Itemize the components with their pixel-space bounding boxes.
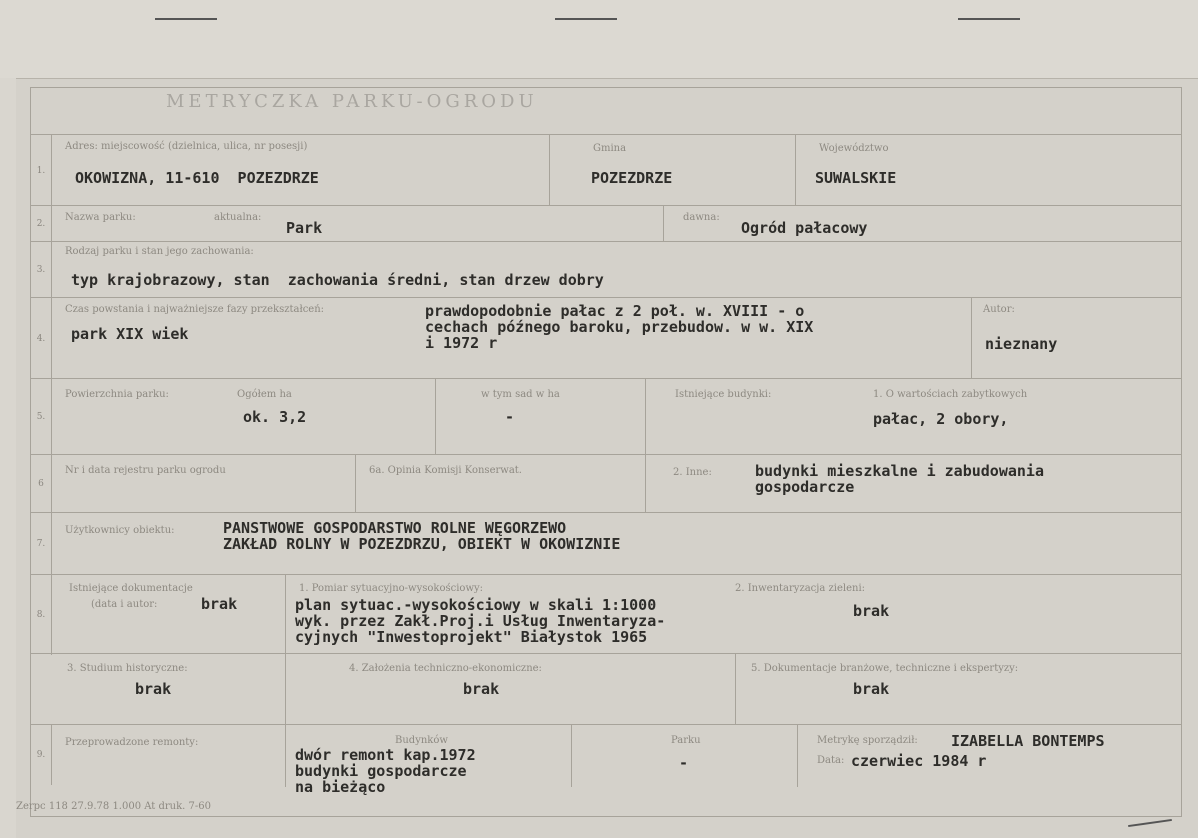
buildings-renovation-value: dwór remont kap.1972 budynki gospodarcze na bieżąco	[295, 746, 476, 796]
row-number: 8.	[31, 575, 52, 655]
current-name-value: Park	[286, 219, 323, 237]
print-footer: Zerpc 118 27.9.78 1.000 At druk. 7-60	[16, 801, 211, 812]
prepared-by-value: IZABELLA BONTEMPS	[951, 732, 1105, 750]
edge-mark	[555, 18, 617, 20]
divider	[285, 575, 286, 653]
park-renovation-value: -	[679, 754, 689, 772]
divider	[355, 455, 356, 513]
divider	[549, 135, 550, 206]
historic-buildings-value: pałac, 2 obory,	[873, 410, 1009, 428]
branch-documentation-label: 5. Dokumentacje branżowe, techniczne i ekspertyzy:	[751, 663, 1019, 674]
survey-label: 1. Pomiar sytuacyjno-wysokościowy:	[299, 583, 484, 594]
divider	[645, 379, 646, 455]
row-park-type	[31, 241, 1181, 298]
row-number: 5.	[31, 379, 52, 455]
row-number: 2.	[31, 206, 52, 242]
row-register	[31, 454, 1181, 513]
date-value: czerwiec 1984 r	[851, 752, 987, 770]
card-title: METRYCZKA PARKU-OGRODU	[166, 91, 538, 112]
conservator-opinion-label: 6a. Opinia Komisji Konserwat.	[369, 465, 522, 476]
orchard-area-label: w tym sad w ha	[481, 389, 560, 400]
origin-value: park XIX wiek	[71, 325, 189, 343]
sub-divider	[31, 653, 1181, 654]
divider	[971, 298, 972, 379]
row-area	[31, 378, 1181, 455]
divider	[663, 206, 664, 242]
park-type-value: typ krajobrazowy, stan zachowania średni, stan drzew dobry	[71, 271, 604, 289]
park-name-label: Nazwa parku:	[65, 212, 136, 223]
historical-study-label: 3. Studium historyczne:	[67, 663, 188, 674]
voivodeship-label: Województwo	[819, 143, 889, 154]
row-users	[31, 512, 1181, 575]
current-name-label: aktualna:	[214, 212, 262, 223]
other-buildings-label: 2. Inne:	[673, 467, 712, 478]
row-number: 4.	[31, 298, 52, 379]
address-value: OKOWIZNA, 11-610 POZEZDRZE	[75, 169, 319, 187]
gmina-label: Gmina	[593, 143, 627, 154]
orchard-area-value: -	[505, 408, 515, 426]
park-type-label: Rodzaj parku i stan jego zachowania:	[65, 246, 254, 257]
divider	[797, 725, 798, 787]
gmina-value: POZEZDRZE	[591, 169, 673, 187]
record-card	[16, 78, 1198, 838]
date-label: Data:	[817, 755, 845, 766]
total-area-value: ok. 3,2	[243, 408, 307, 426]
row-number: 1.	[31, 135, 52, 206]
greenery-inventory-value: brak	[853, 602, 890, 620]
paper-top	[0, 0, 1198, 78]
former-name-value: Ogród pałacowy	[741, 219, 868, 237]
survey-value: plan sytuac.-wysokościowy w skali 1:1000 wyk. przez Zakł.Proj.i Usług Inwentaryza- cyjnych "Inwestoprojekt" Białystok 1965	[295, 596, 666, 646]
total-area-label: Ogółem ha	[237, 389, 292, 400]
building-history-value: prawdopodobnie pałac z 2 poł. w. XVIII - o cechach późnego baroku, przebudow. w w. XIX i 1972 r	[425, 302, 814, 352]
prepared-by-label: Metrykę sporządził:	[817, 735, 918, 746]
park-renovation-label: Parku	[671, 735, 701, 746]
edge-mark	[958, 18, 1020, 20]
documentation-label: Istniejące dokumentacje	[69, 583, 193, 594]
origin-label: Czas powstania i najważniejsze fazy przekształceń:	[65, 304, 325, 315]
area-label: Powierzchnia parku:	[65, 389, 169, 400]
renovations-label: Przeprowadzone remonty:	[65, 737, 199, 748]
edge-mark	[155, 18, 217, 20]
row-number: 7.	[31, 513, 52, 575]
users-value: PANSTWOWE GOSPODARSTWO ROLNE WĘGORZEWO ZAKŁAD ROLNY W POZEZDRZU, OBIEKT W OKOWIZNIE	[223, 519, 621, 553]
row-number: 3.	[31, 242, 52, 298]
register-label: Nr i data rejestru parku ogrodu	[65, 465, 226, 476]
branch-documentation-value: brak	[853, 680, 890, 698]
row-origin	[31, 297, 1181, 379]
technical-assumptions-label: 4. Założenia techniczno-ekonomiczne:	[349, 663, 542, 674]
former-name-label: dawna:	[683, 212, 720, 223]
historical-study-value: brak	[135, 680, 172, 698]
technical-assumptions-value: brak	[463, 680, 500, 698]
row-park-name	[31, 205, 1181, 242]
author-value: nieznany	[985, 335, 1058, 353]
divider	[571, 725, 572, 787]
other-buildings-value: budynki mieszkalne i zabudowania gospodarcze	[755, 462, 1044, 496]
divider	[735, 653, 736, 725]
documentation-value: brak	[201, 595, 238, 613]
divider	[645, 455, 646, 513]
author-label: Autor:	[983, 304, 1015, 315]
voivodeship-value: SUWALSKIE	[815, 169, 897, 187]
buildings-label: Istniejące budynki:	[675, 389, 772, 400]
users-label: Użytkownicy obiektu:	[65, 525, 175, 536]
row-address	[31, 134, 1181, 206]
greenery-inventory-label: 2. Inwentaryzacja zieleni:	[735, 583, 866, 594]
divider	[435, 379, 436, 455]
form-frame	[30, 87, 1182, 817]
historic-buildings-label: 1. O wartościach zabytkowych	[873, 389, 1028, 400]
date-author-label: (data i autor:	[91, 599, 158, 610]
row-documentation	[31, 574, 1181, 725]
row-number: 6	[31, 455, 52, 513]
buildings-renovation-label: Budynków	[395, 735, 448, 746]
row-number: 9.	[31, 725, 52, 785]
divider	[285, 725, 286, 787]
divider	[795, 135, 796, 206]
divider	[285, 653, 286, 725]
address-label: Adres: miejscowość (dzielnica, ulica, nr posesji)	[65, 141, 308, 152]
